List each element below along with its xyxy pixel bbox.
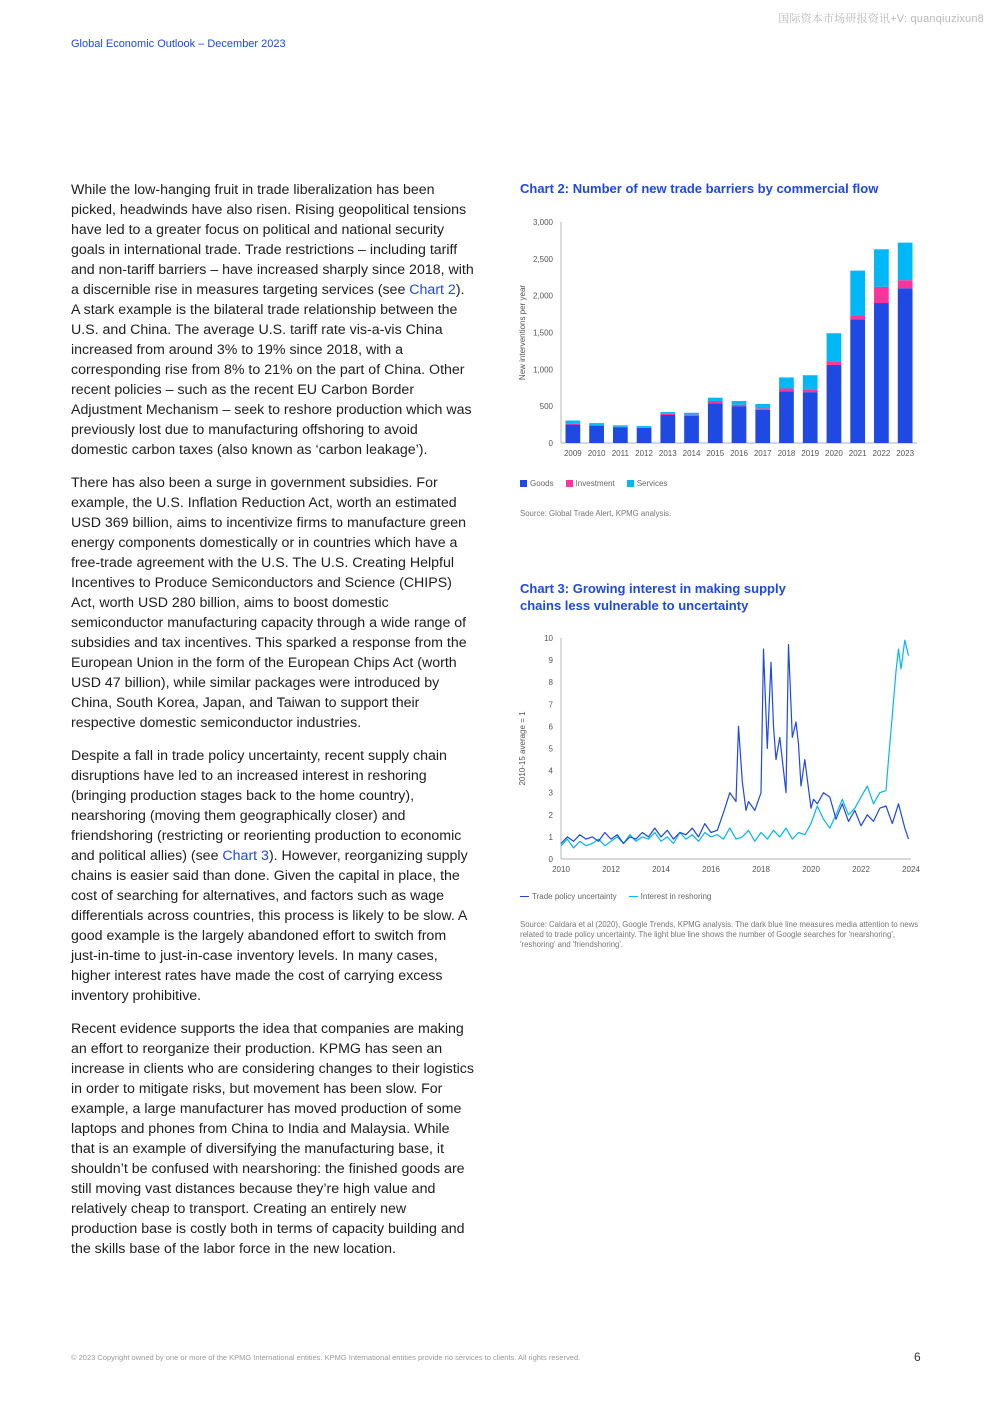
bar-investment-2014 [684,415,699,416]
bar-investment-2019 [803,389,818,392]
bar-goods-2016 [732,406,747,443]
y-tick-label: 3 [548,788,553,798]
y-tick-label: 1,500 [532,328,553,338]
bar-goods-2023 [898,288,913,443]
x-tick-label: 2011 [611,449,629,458]
bar-goods-2009 [566,425,581,443]
bar-services-2009 [566,421,581,424]
paragraph-3-part-1: Despite a fall in trade policy uncertainty, recent supply chain disruptions have led to an increased interest in reshoring (bringing production stages back to the home country), nearshoring (moving them geographically closer) and friendshoring (restricting or reorienting production to economic and political allies) (see [71,748,462,864]
bar-goods-2012 [637,428,652,443]
y-tick-label: 10 [544,634,553,643]
y-tick-label: 0 [548,855,553,864]
paragraph-1 [71,180,475,460]
bar-goods-2017 [755,410,770,443]
body-text [71,180,475,1272]
tpu-swatch [520,896,529,898]
x-tick-label: 2012 [602,865,620,874]
watermark: 国际资本市场研报资讯+V: quanqiuzixun8 [778,13,984,25]
paragraph-3 [71,746,475,1006]
bar-goods-2019 [803,392,818,443]
bar-goods-2010 [589,426,604,443]
y-axis-title: New interventions per year [518,284,527,381]
bar-investment-2017 [755,408,770,409]
x-tick-label: 2010 [552,865,570,874]
document-header: Global Economic Outlook – December 2023 [71,38,286,50]
y-tick-label: 4 [548,766,553,776]
bar-goods-2020 [827,365,842,443]
chart-2-title: Chart 2: Number of new trade barriers by commercial flow [520,181,879,196]
paragraph-3-part-2: ). However, reorganizing supply chains is easier said than done. Given the capital in place, the cost of searching for alternatives, and factors such as wage differentials across countries, this process is likely to be slow. A good example is the largely abandoned effort to switch from just-in-time to just-in-case inventory levels. In many cases, higher interest rates have made the cost of carrying excess inventory prohibitive. [71,848,468,1004]
y-tick-label: 2,000 [532,291,553,301]
bar-services-2023 [898,243,913,281]
paragraph-4: Recent evidence supports the idea that companies are making an effort to reorganize their production. KPMG has seen an increase in clients who are considering changes to their logistics in order to mitigate risks, but movement has been slow. For example, a large manufacturer has moved production of some laptops and phones from China to India and Malaysia. While that is an example of diversifying the manufacturing base, it shouldn’t be confused with nearshoring: the finished goods are still moving vast distances because they’re high value and relatively cheap to transport. Creating an entirely new production base is costly both in terms of capacity building and the skills base of the labor force in the new location. [71,1021,474,1257]
legend-item-tpu [520,892,617,901]
x-tick-label: 2018 [777,449,796,458]
bar-investment-2011 [613,427,628,428]
bar-goods-2018 [779,391,794,443]
legend-item-goods [520,479,554,488]
x-tick-label: 2015 [706,449,725,458]
legend-item-investment [566,479,615,488]
chart-3-plot [515,628,925,878]
y-tick-label: 5 [548,744,553,754]
y-tick-label: 1 [548,832,553,842]
chart-2-link[interactable]: Chart 2 [409,282,456,298]
bar-services-2021 [850,271,865,316]
bar-investment-2018 [779,388,794,391]
x-tick-label: 2009 [563,449,582,458]
bar-services-2013 [660,412,675,414]
x-tick-label: 2014 [652,865,670,874]
bar-goods-2015 [708,403,723,443]
y-tick-label: 500 [539,402,553,412]
bar-investment-2020 [827,362,842,365]
y-tick-label: 3,000 [532,218,553,227]
bar-services-2011 [613,425,628,426]
trade-policy-uncertainty-line [561,645,909,844]
goods-swatch [520,480,527,487]
bar-investment-2010 [589,425,604,426]
bar-goods-2022 [874,303,889,443]
bar-services-2019 [803,375,818,389]
x-tick-label: 2018 [752,865,770,874]
y-tick-label: 1,000 [532,365,553,375]
y-tick-label: 2 [548,810,553,820]
legend-investment-label: Investment [575,479,615,488]
bar-services-2015 [708,398,723,401]
bar-investment-2023 [898,280,913,288]
legend-tpu-label: Trade policy uncertainty [532,892,617,901]
bar-goods-2014 [684,416,699,443]
interest-in-reshoring-line [561,640,909,848]
x-tick-label: 2020 [825,449,843,458]
y-tick-label: 0 [548,439,553,448]
x-tick-label: 2021 [848,449,867,458]
bar-services-2012 [637,426,652,427]
paragraph-1-part-1: While the low-hanging fruit in trade liberalization has been picked, headwinds have also risen. Rising geopolitical tensions have led to a greater focus on political and national security goals in international trade. Trade restrictions – including tariff and non-tariff barriers – have increased sharply since 2018, with a discernible rise in measures targeting services (see [71,182,474,298]
x-tick-label: 2016 [702,865,720,874]
legend-item-reshoring [629,892,712,901]
x-tick-label: 2014 [682,449,701,458]
x-tick-label: 2020 [802,865,820,874]
page-number: 6 [914,1350,921,1364]
services-swatch [627,480,634,487]
x-tick-label: 2019 [801,449,820,458]
chart-2-source: Source: Global Trade Alert, KPMG analysis. [520,509,672,518]
y-tick-label: 6 [548,722,553,732]
chart-3-source: Source: Caldara et al (2020), Google Trends, KPMG analysis. The dark blue line measures media attention to news related to trade policy uncertainty. The light blue line shows the number of Google searches for 'nearshoring', 'reshoring' and 'friendshoring'. [520,920,919,949]
legend-services-label: Services [636,479,668,488]
bar-services-2010 [589,423,604,425]
y-tick-label: 8 [548,678,553,688]
chart-3-title [520,580,940,614]
bar-goods-2013 [660,415,675,443]
y-tick-label: 2,500 [532,254,553,264]
reshoring-swatch [629,896,638,898]
bar-services-2014 [684,413,699,415]
chart-3-title-line-1: Chart 3: Growing interest in making supply [520,581,786,596]
x-tick-label: 2023 [896,449,915,458]
chart-2-plot [515,205,925,467]
y-axis-title: 2010-15 average = 1 [518,711,527,786]
bar-goods-2011 [613,428,628,443]
x-tick-label: 2022 [872,449,891,458]
y-tick-label: 7 [548,700,553,710]
bar-investment-2015 [708,401,723,403]
bar-investment-2009 [566,424,581,425]
paragraph-2: There has also been a surge in government subsidies. For example, the U.S. Inflation Reduction Act, worth an estimated USD 369 billion, aims to incentivize firms to manufacture green energy components domestically or in countries which have a free-trade agreement with the U.S. The U.S. Creating Helpful Incentives to Produce Semiconductors and Science (CHIPS) Act, worth USD 280 billion, aims to boost domestic semiconductor manufacturing capacity through a wide range of subsidies and tax incentives. This sparked a response from the European Union in the form of the European Chips Act (worth USD 47 billion), while similar packages were introduced by China, South Korea, Japan, and Taiwan to support their respective domestic semiconductor industries. [71,475,467,731]
legend-item-services [627,479,668,488]
bar-services-2017 [755,404,770,408]
chart-3-link[interactable]: Chart 3 [222,848,269,864]
x-tick-label: 2012 [635,449,653,458]
bar-goods-2021 [850,319,865,443]
bar-investment-2013 [660,414,675,415]
bar-investment-2022 [874,287,889,303]
footer-copyright: © 2023 Copyright owned by one or more of the KPMG International entities. KPMG International entities provide no services to clients. All rights reserved. [71,1353,581,1362]
bar-services-2022 [874,249,889,287]
x-tick-label: 2010 [587,449,606,458]
bar-investment-2012 [637,427,652,428]
y-tick-label: 9 [548,656,553,666]
bar-services-2020 [827,333,842,362]
x-tick-label: 2024 [902,865,920,874]
bar-investment-2021 [850,316,865,320]
x-tick-label: 2017 [753,449,772,458]
bar-services-2016 [732,401,747,405]
x-tick-label: 2022 [852,865,870,874]
bar-services-2018 [779,377,794,388]
investment-swatch [566,480,573,487]
chart-3-legend [520,892,711,901]
x-tick-label: 2016 [730,449,748,458]
x-tick-label: 2013 [658,449,677,458]
legend-goods-label: Goods [530,479,554,488]
paragraph-1-part-2: ). A stark example is the bilateral trade relationship between the U.S. and China. The average U.S. tariff rate vis-a-vis China increased from around 3% to 19% since 2018, with a corresponding rise from 8% to 21% on the part of China. Other recent policies – such as the recent EU Carbon Border Adjustment Mechanism – seek to reshore production which was previously lost due to manufacturing offshoring to avoid domestic carbon taxes (also known as ‘carbon leakage’). [71,282,472,458]
legend-reshoring-label: Interest in reshoring [640,892,712,901]
chart-2-legend [520,479,667,488]
bar-investment-2016 [732,405,747,406]
chart-3-title-line-2: chains less vulnerable to uncertainty [520,598,749,613]
